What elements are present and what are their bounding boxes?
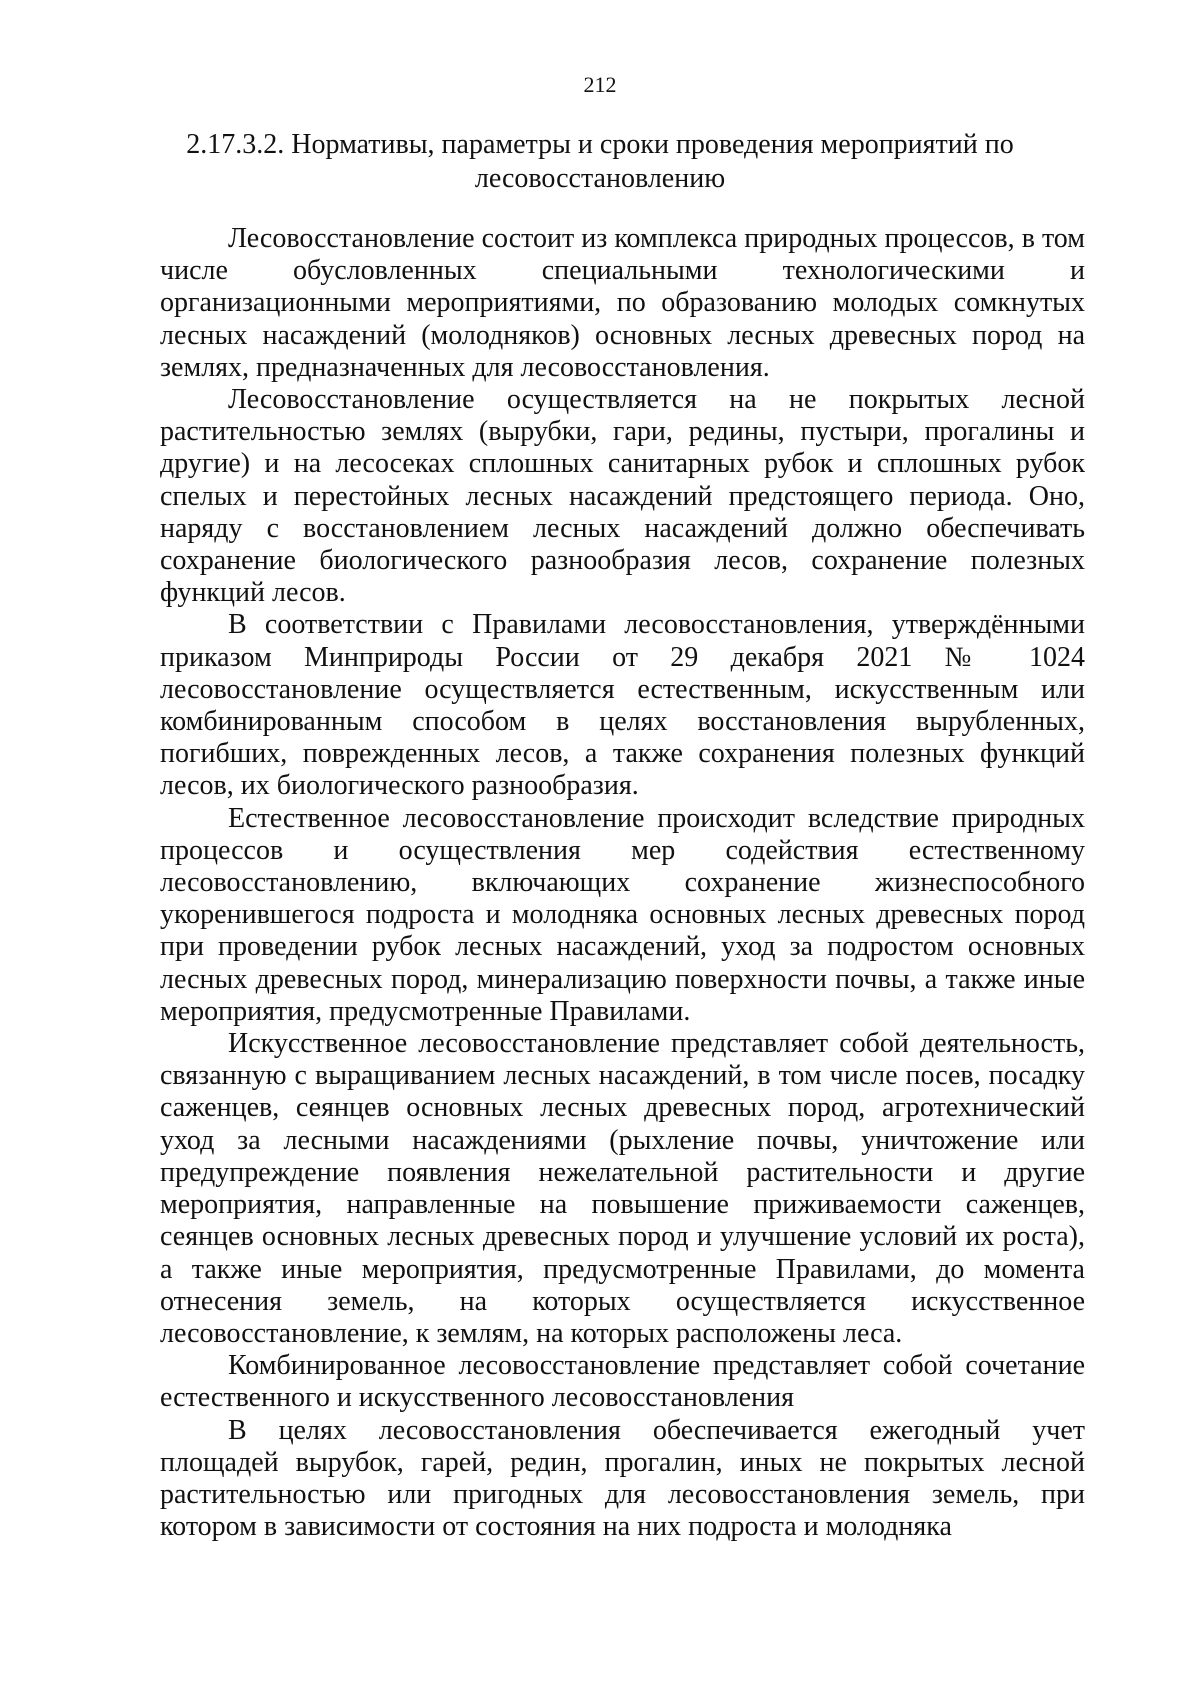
paragraph-reforestation-rules: В соответствии с Правилами лесовосстановления, утверждёнными приказом Минприроды России от 29 декабря 2021 № 1024 лесовосстановление осуществляется естественным, искусственным или комбинированным способом в целях восстановления вырубленных, погибших, поврежденных лесов, а также сохранения полезных функций лесов, их биологического разнообразия. <box>160 609 1085 802</box>
paragraph-reforestation-lands: Лесовосстановление осуществляется на не покрытых лесной растительностью землях (вырубки, гари, редины, пустыри, прогалины и другие) и на лесосеках сплошных санитарных рубок и сплошных рубок спелых и перестойных лесных насаждений предстоящего периода. Оно, наряду с восстановлением лесных насаждений должно обеспечивать сохранение биологического разнообразия лесов, сохранение полезных функций лесов. <box>160 384 1085 609</box>
paragraph-annual-accounting: В целях лесовосстановления обеспечивается ежегодный учет площадей вырубок, гарей, редин, прогалин, иных не покрытых лесной растительностью или пригодных для лесовосстановления земель, при котором в зависимости от состояния на них подроста и молодняка <box>160 1414 1085 1543</box>
paragraph-reforestation-definition: Лесовосстановление состоит из комплекса природных процессов, в том числе обусловленных специальными технологическими и организационными мероприятиями, по образованию молодых сомкнутых лесных насаждений (молодняков) основных лесных древесных пород на землях, предназначенных для лесовосстановления. <box>160 223 1085 383</box>
body-text <box>160 223 1085 1543</box>
page-number: 212 <box>583 72 617 97</box>
paragraph-artificial-reforestation: Искусственное лесовосстановление представляет собой деятельность, связанную с выращиванием лесных насаждений, в том числе посев, посадку саженцев, сеянцев основных лесных древесных пород, агротехнический уход за лесными насаждениями (рыхление почвы, уничтожение или предупреждение появления нежелательной растительности и другие мероприятия, направленные на повышение приживаемости саженцев, сеянцев основных лесных древесных пород и улучшение условий их роста), а также иные мероприятия, предусмотренные Правилами, до момента отнесения земель, на которых осуществляется искусственное лесовосстановление, к землям, на которых расположены леса. <box>160 1028 1085 1349</box>
section-title: 2.17.3.2. Нормативы, параметры и сроки проведения мероприятий по лесовосстановлению <box>186 129 1014 194</box>
paragraph-combined-reforestation: Комбинированное лесовосстановление представляет собой сочетание естественного и искусственного лесовосстановления <box>160 1350 1085 1414</box>
paragraph-natural-reforestation: Естественное лесовосстановление происходит вследствие природных процессов и осуществления мер содействия естественному лесовосстановлению, включающих сохранение жизнеспособного укоренившегося подроста и молодняка основных лесных древесных пород при проведении рубок лесных насаждений, уход за подростом основных лесных древесных пород, минерализацию поверхности почвы, а также иные мероприятия, предусмотренные Правилами. <box>160 802 1085 1027</box>
